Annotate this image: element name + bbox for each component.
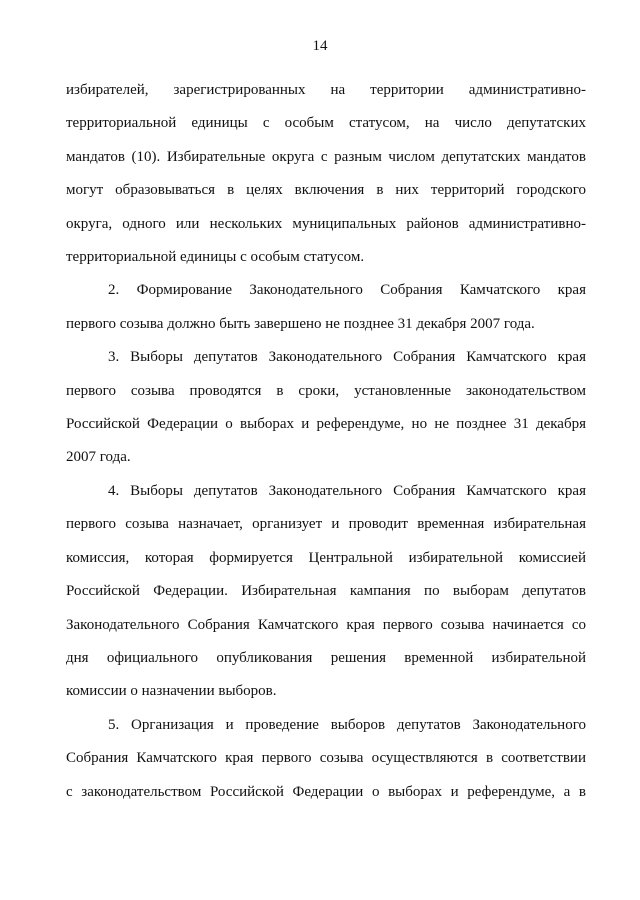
text-line: мандатов (10). Избирательные округа с разным числом депутатских мандатов [66, 148, 586, 165]
text-line: первого созыва должно быть завершено не позднее 31 декабря 2007 года. [66, 315, 535, 332]
text-line: Российской Федерации. Избирательная кампания по выборам депутатов [66, 583, 586, 600]
document-body [66, 74, 586, 809]
text-line: Собрания Камчатского края первого созыва осуществляются в соответствии [66, 750, 586, 767]
paragraph-p2 [66, 274, 586, 341]
text-line: избирателей, зарегистрированных на территории административно- [66, 82, 586, 98]
paragraph-p3 [66, 341, 586, 475]
paragraph-p1 [66, 74, 586, 274]
text-line: первого созыва назначает, организует и проводит временная избирательная [66, 516, 586, 533]
text-line: комиссия, которая формируется Центральной избирательной комиссией [66, 549, 586, 566]
text-line: дня официального опубликования решения временной избирательной [66, 649, 586, 666]
text-line: округа, одного или нескольких муниципальных районов административно- [66, 215, 586, 232]
text-line: 4. Выборы депутатов Законодательного Собрания Камчатского края [108, 482, 586, 499]
text-line: Российской Федерации о выборах и референдуме, но не позднее 31 декабря [66, 416, 586, 433]
text-line: 5. Организация и проведение выборов депутатов Законодательного [108, 716, 586, 733]
text-line: 3. Выборы депутатов Законодательного Собрания Камчатского края [108, 349, 586, 366]
text-line: территориальной единицы с особым статусом. [66, 249, 365, 266]
page-number: 14 [312, 38, 328, 54]
paragraph-p5 [66, 709, 586, 809]
text-line: комиссии о назначении выборов. [66, 683, 277, 700]
text-line: 2. Формирование Законодательного Собрания Камчатского края [108, 282, 586, 299]
text-line: территориальной единицы с особым статусом, на число депутатских [66, 115, 586, 132]
text-line: с законодательством Российской Федерации о выборах и референдуме, а в [66, 783, 586, 800]
text-line: Законодательного Собрания Камчатского края первого созыва начинается со [66, 616, 586, 633]
text-line: 2007 года. [66, 449, 131, 466]
text-line: могут образовываться в целях включения в них территорий городского [66, 182, 586, 199]
paragraph-p4 [66, 475, 586, 709]
text-line: первого созыва проводятся в сроки, установленные законодательством [66, 382, 586, 399]
